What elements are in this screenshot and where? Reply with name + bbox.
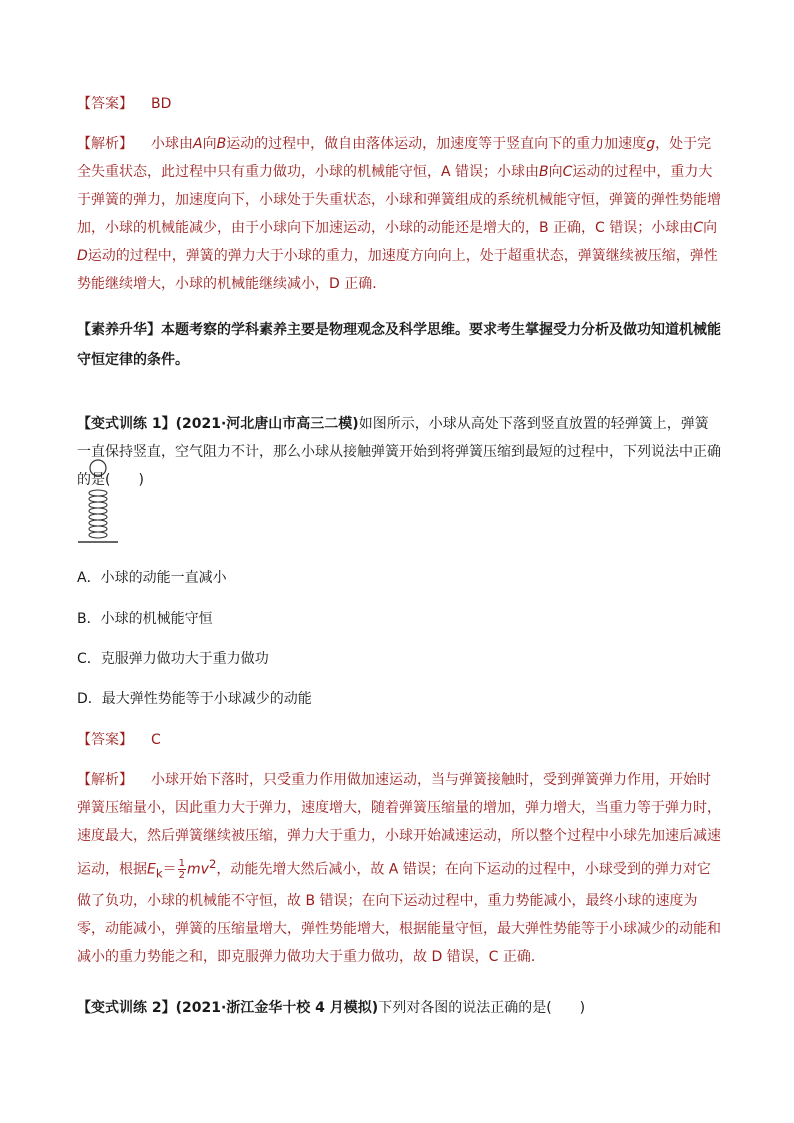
answer-tag: 【答案】 — [77, 732, 133, 748]
point-c-label: C — [693, 220, 704, 236]
spring-icon — [89, 490, 107, 538]
option-a: A．小球的动能一直减小 — [77, 570, 227, 586]
literacy-tag: 【素养升华】 — [77, 322, 161, 338]
analysis-tag: 【解析】 — [77, 772, 133, 788]
analysis-text: 运动的过程中，弹簧的弹力大于小球的重力，加速度方向向上，处于超重状态，弹簧继续被压缩，弹性势能继续增大，小球的机械能继续减小，D 正确． — [77, 248, 718, 292]
kinetic-energy-symbol: E — [147, 861, 156, 878]
fraction-numerator: 1 — [178, 858, 185, 870]
variant-1-question — [77, 410, 722, 494]
analysis-text: 小球开始下落时，只受重力作用做加速运动，当与弹簧接触时，受到弹簧弹力作用，开始时弹簧压缩量小，因此重力大于弹力，速度增大，随着弹簧压缩量的增加，弹力增大，当重力等于弹力时，速度最大，然后弹簧继续被压缩，弹力大于重力，小球开始减速运动，所以整个过程中小球先加速后减速运动，根据 — [77, 772, 721, 878]
ball-icon — [90, 460, 106, 476]
point-d-label: D — [77, 248, 88, 264]
variant-source: (2021·河北唐山市高三二模) — [175, 416, 359, 432]
option-b: B．小球的机械能守恒 — [77, 611, 213, 627]
variant-question-text: 下列对各图的说法正确的是( ) — [378, 1000, 586, 1016]
square-exponent: 2 — [208, 857, 217, 871]
analysis-text: ，处于完全失重状态，此过程中只有重力做功，小球的机械能守恒，A 错误；小球由 — [77, 136, 712, 180]
kinetic-energy-subscript: k — [155, 866, 163, 881]
answer-2 — [77, 726, 722, 754]
point-b-label: B — [216, 136, 227, 152]
mass-velocity-symbol: mv — [187, 861, 209, 878]
analysis-text: 小球由 — [151, 136, 193, 152]
point-c-label: C — [562, 164, 573, 180]
equals-sign: ＝ — [162, 861, 177, 878]
analysis-text: ，动能先增大然后减小，故 A 错误；在向下运动的过程中，小球受到的弹力对它做了负功，小球的机械能不守恒，故 B 错误；在向下运动过程中，重力势能减小，最终小球的速度为零，动能减小，弹簧的压缩量增大，弹性势能增大，根据能量守恒，最大弹性势能等于小球减少的动能和减小的重力势能之和，即克服弹力做功大于重力做功，故 D 错误，C 正确． — [77, 861, 721, 966]
point-b-label: B — [539, 164, 549, 180]
answer-1 — [77, 90, 722, 118]
variant-tag: 【变式训练 1】 — [77, 416, 176, 432]
analysis-tag: 【解析】 — [77, 136, 133, 152]
answer-tag: 【答案】 — [77, 96, 133, 112]
analysis-text: 运动的过程中，做自由落体运动，加速度等于竖直向下的重力加速度 — [226, 136, 647, 152]
option-d: D．最大弹性势能等于小球减少的动能 — [77, 691, 312, 707]
answer-value: C — [151, 732, 161, 748]
gravity-symbol: g — [646, 136, 656, 152]
literacy-section — [77, 315, 722, 375]
one-half-fraction — [178, 858, 186, 881]
ball-spring-figure — [76, 455, 120, 547]
fraction-denominator: 2 — [178, 870, 185, 882]
analysis-text: 向 — [548, 164, 563, 180]
variant-question-text: 如图所示，小球从高处下落到竖直放置的轻弹簧上，弹簧一直保持竖直，空气阻力不计，那么小球从接触弹簧开始到将弹簧压缩到最短的过程中，下列说法中正确的是( ) — [77, 416, 721, 488]
analysis-text: 向 — [202, 136, 217, 152]
literacy-text: 本题考察的学科素养主要是物理观念及科学思维。要求考生掌握受力分析及做功知道机械能守恒定律的条件。 — [77, 322, 721, 368]
point-a-label: A — [193, 136, 203, 152]
variant-tag: 【变式训练 2】 — [77, 1000, 176, 1016]
variant-source: (2021·浙江金华十校 4 月模拟) — [175, 1000, 379, 1016]
analysis-2 — [77, 766, 722, 971]
option-c: C．克服弹力做功大于重力做功 — [77, 651, 269, 667]
answer-value: BD — [151, 96, 172, 112]
analysis-text: 向 — [703, 220, 718, 236]
variant-2-question — [77, 994, 722, 1022]
analysis-text: 运动的过程中，重力大于弹簧的弹力，加速度向下，小球处于失重状态，小球和弹簧组成的系统机械能守恒，弹簧的弹性势能增加，小球的机械能减少，由于小球向下加速运动，小球的动能还是增大的，B 正确，C 错误；小球由 — [77, 164, 721, 236]
analysis-1 — [77, 130, 722, 298]
